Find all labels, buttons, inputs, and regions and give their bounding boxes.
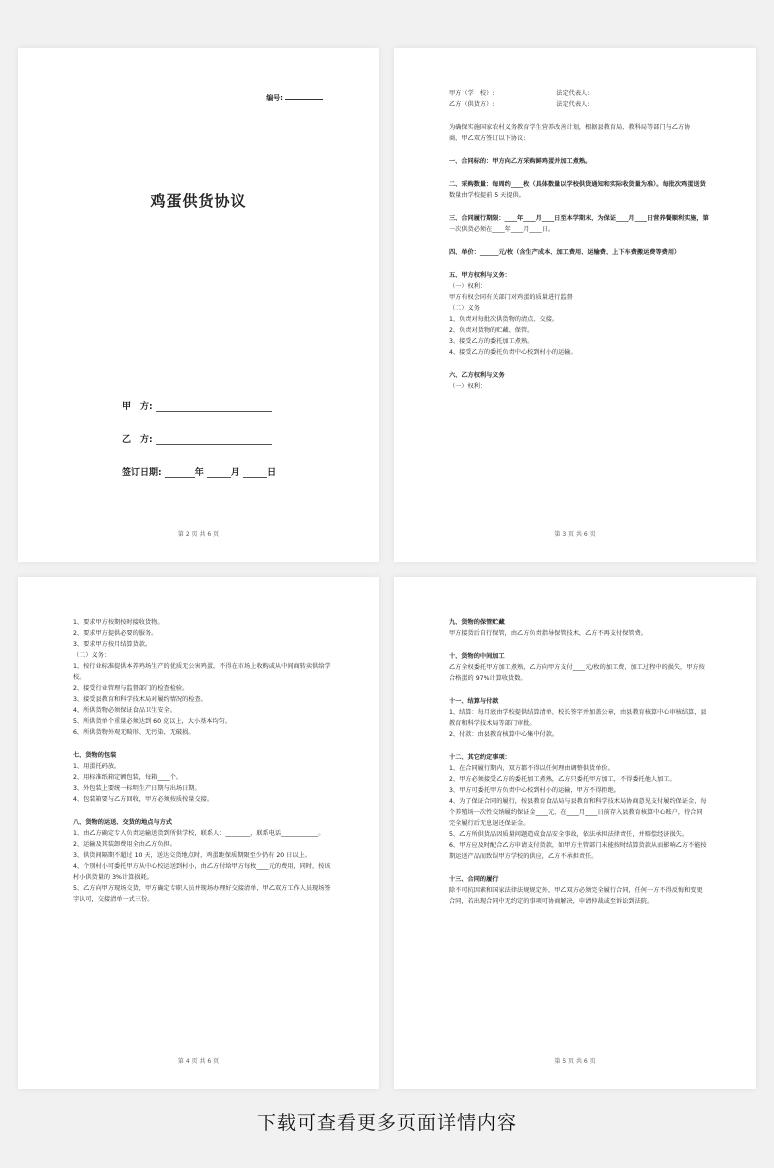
document-title: 鸡蛋供货协议 (150, 192, 247, 210)
text-line: 3、要求甲方按月结算货款。 (73, 641, 152, 648)
page-4-body (73, 617, 331, 905)
month-label: 月 (230, 468, 240, 478)
section-heading: 十二、其它约定事项： (449, 754, 511, 761)
text-line: 1、负责对每批次供货物的清点、交接。 (449, 316, 559, 323)
paragraph-gap (449, 258, 704, 270)
text-line: 1、用蛋托码放。 (73, 763, 121, 770)
party-b-blank (156, 434, 272, 445)
sign-date-field (122, 465, 276, 478)
text-line: （一）权利： (449, 383, 487, 390)
paragraph-gap (73, 738, 327, 750)
text-line: 合格蛋的 97%计算收货数。 (449, 675, 527, 682)
text-line: 乙方（供货方）: 法定代表人: (449, 101, 590, 108)
paragraph-gap (449, 358, 704, 370)
paragraph-gap (449, 201, 704, 213)
text-line: 1、在合同履行期内，双方都不得以任何理由调整供货单价。 (449, 765, 614, 772)
text-line: 4、接受乙方的委托负责中心校到村小的运输。 (449, 349, 577, 356)
text-line: （二）义务 (449, 305, 480, 312)
section-heading: 七、货物的包装 (73, 752, 117, 759)
text-line: （一）权利： (449, 283, 487, 290)
page-5-body (449, 617, 707, 907)
section-heading: 九、货物的保管贮藏 (449, 619, 505, 626)
text-line: 6、甲方应及时配合乙方申请支付货款，如甲方主管部门未能按时结算货款从而影响乙方不能按 (449, 842, 707, 849)
text-line: 个养殖场一次性交纳履约保证金____元，在____月____日前存入县教育核算中心账户，待合同 (449, 809, 703, 816)
section-heading: 四、单价：______元/枚（含生产成本、加工费用、运输费、上下车费搬运费等费用） (449, 249, 681, 256)
section-heading: 八、货物的运送、交货的地点与方式 (73, 819, 172, 826)
text-line: 2、负责对货物的贮藏、保管。 (449, 327, 534, 334)
text-line: 为确保实施国家农村义务教育学生营养改善计划，根据县教育局、教科局等部门与乙方协 (449, 124, 691, 131)
text-line: 6、所供货物外观无畸形、无污染、无破损。 (73, 729, 195, 736)
download-caption: 下载可查看更多页面详情内容 (256, 1112, 517, 1134)
text-line: 校。 (73, 674, 86, 681)
text-line: 教育和科学技术局等部门审批。 (449, 720, 536, 727)
text-line: 4、为了保证合同的履行，按县教育食品局与县教育和科学技术局协商意见支付履约保证金，每 (449, 798, 707, 805)
number-label: 编号: (266, 94, 283, 102)
text-line: 村小供货量的 3%计算损耗。 (73, 874, 153, 881)
day-label: 日 (267, 468, 277, 478)
text-line: 2、要求甲方提供必要的服务。 (73, 630, 158, 637)
text-line: 3、接受县教育和科学技术局对履约情况的检查。 (73, 696, 207, 703)
page-footer: 第 5 页 共 6 页 (554, 1058, 596, 1065)
contract-number (266, 93, 323, 103)
text-line: 4、包装箱要与乙方回收，甲方必须按质按量交接。 (73, 796, 214, 803)
text-line: 5、乙方向甲方现场交货，甲方确定专职人员并现场办理好交接清单，甲乙双方工作人员现场签 (73, 885, 331, 892)
text-line: 期运送产品而致误甲方学校的供应，乙方不承担责任。 (449, 853, 598, 860)
text-line: 1、结算：每月底由学校提供结算清单，校长签字并加盖公章，由县教育核算中心审核结算，县 (449, 709, 707, 716)
section-heading: 十一、结算与付款 (449, 698, 499, 705)
section-heading: 三、合同履行期限：____年____月____日至本学期末，为保证____月____日营养餐顺利实施，第 (449, 215, 709, 222)
text-line: 5、所供货单个重量必须达到 60 克以上，大小基本均匀。 (73, 718, 232, 725)
text-line: 3、接受乙方的委托加工煮熟。 (449, 338, 534, 345)
text-line: 除不可抗因素和国家法律法规规定外，甲乙双方必须完全履行合同，任何一方不得反悔和变更 (449, 887, 703, 894)
text-line: （二）义务： (73, 652, 111, 659)
paragraph-gap (73, 805, 327, 817)
page-footer: 第 4 页 共 6 页 (177, 1058, 220, 1065)
text-line: 3、外包装上要统一标明生产日期与出场日期。 (73, 785, 201, 792)
year-blank (165, 467, 195, 478)
section-heading: 十三、合同的履行 (449, 876, 499, 883)
section-heading: 六、乙方权利与义务 (449, 372, 505, 379)
party-b-label: 乙 方: (122, 435, 153, 445)
text-line: 3、供货间隔期不超过 10 天，送达交货地点时，鸡蛋距保质期限至少仍有 20 日以上。 (73, 852, 311, 859)
party-a-field (122, 399, 272, 412)
paragraph-gap (449, 110, 704, 122)
text-line: 1、要求甲方按期按时接收货物。 (73, 619, 164, 626)
text-line: 数量由学校提前 5 天提供。 (449, 192, 525, 199)
page-2-cover (18, 48, 379, 562)
paragraph-gap (449, 144, 704, 156)
text-line: 5、乙方所供货品因质量问题造成食品安全事故，依法承担法律责任，并赔偿经济损失。 (449, 831, 689, 838)
text-line: 一次供货必须在____年____月____日。 (449, 226, 555, 233)
text-line: 完全履行后无息退还保证金。 (449, 820, 530, 827)
text-line: 合同，若出现合同中无约定的事项可协商解决，申请仲裁或至诉讼到法院。 (449, 898, 654, 905)
month-blank (207, 467, 231, 478)
party-a-label: 甲 方: (122, 402, 153, 412)
text-line: 甲方有权会同有关部门对鸡蛋的质量进行监督 (449, 294, 573, 301)
text-line: 1、由乙方确定专人负责运输送货到所供学校，联系人：________，联系电话____________。 (73, 830, 325, 837)
year-label: 年 (194, 468, 204, 478)
text-line: 字认可，交接清单一式三份。 (73, 896, 154, 903)
text-line: 3、甲方可委托甲方负责中心校到村小的运输，甲方不得拒绝。 (449, 787, 620, 794)
page-4 (18, 577, 379, 1089)
page-5 (394, 577, 756, 1089)
text-line: 2、运输及其装卸费用全由乙方负担。 (73, 841, 176, 848)
text-line: 2、甲方必须接受乙方的委托加工煮熟，乙方只委托甲方加工，不得委托他人加工。 (449, 776, 676, 783)
section-heading: 一、合同标的：甲方向乙方采购鲜鸡蛋并加工煮熟。 (449, 158, 592, 165)
text-line: 乙方全权委托甲方加工煮熟，乙方向甲方支付____元/枚的加工费，加工过程中的损失，甲方按 (449, 664, 705, 671)
page-footer: 第 2 页 共 6 页 (177, 531, 220, 538)
number-blank (285, 99, 323, 100)
text-line: 2、接受行业管理与监督部门的检查检验。 (73, 685, 189, 692)
paragraph-gap (449, 167, 704, 179)
paragraph-gap (449, 862, 704, 874)
text-line: 2、用标准纸箱定额包装，每箱____个。 (73, 774, 183, 781)
paragraph-gap (449, 684, 704, 696)
party-a-blank (156, 401, 272, 412)
page-3-body (449, 88, 709, 392)
paragraph-gap (449, 639, 704, 651)
section-heading: 五、甲方权利与义务： (449, 272, 511, 279)
section-heading: 十、货物的中间加工 (449, 653, 505, 660)
text-line: 甲方（学 校）: 法定代表人: (449, 90, 590, 97)
paragraph-gap (449, 235, 704, 247)
paragraph-gap (449, 740, 704, 752)
page-3 (394, 48, 756, 562)
text-line: 4、个别村小可委托甲方从中心校运送到村小，由乙方付给甲方每枚____元的费用，同时，按该 (73, 863, 331, 870)
text-line: 2、付款：由县教育核算中心集中付款。 (449, 731, 559, 738)
section-heading: 二、采购数量：每周约____枚（具体数量以学校供货通知和实际收货量为准）。每批次鸡蛋送货 (449, 181, 706, 188)
party-b-field (122, 432, 272, 445)
text-line: 甲方接货后自行保管，由乙方负责指导保管技术，乙方不再支付保管费。 (449, 630, 647, 637)
day-blank (243, 467, 267, 478)
text-line: 商，甲乙双方签订以下协议: (449, 135, 526, 142)
page-footer: 第 3 页 共 6 页 (554, 531, 596, 538)
text-line: 1、按行业标准提供本养鸡场生产的优质无公害鸡蛋，不得在市场上收购或从中间商转卖供给学 (73, 663, 331, 670)
text-line: 4、所供货物必须保证食品卫生安全。 (73, 707, 176, 714)
sign-date-label: 签订日期: (122, 468, 162, 478)
